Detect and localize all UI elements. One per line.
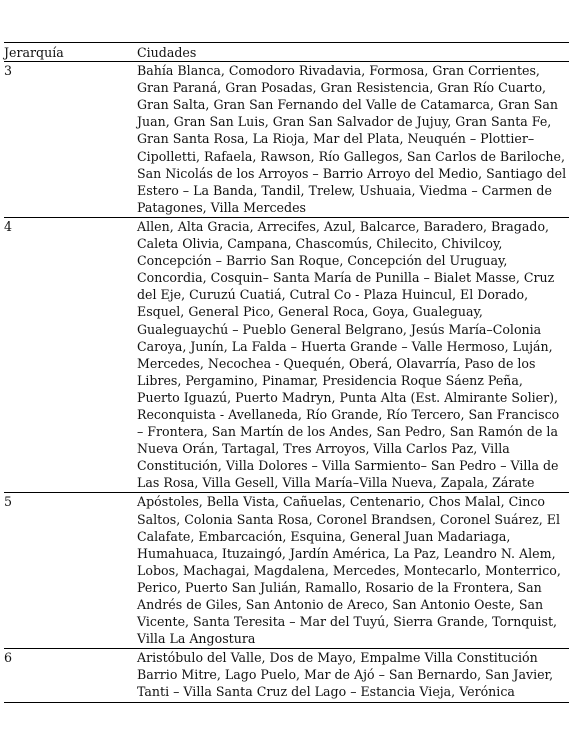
header-row [4, 43, 569, 62]
level-cell: 4 [4, 218, 13, 234]
table-row [4, 493, 569, 649]
table-row [4, 217, 569, 493]
table-row [4, 649, 569, 702]
table-body [4, 62, 569, 702]
level-cell: 5 [4, 494, 13, 510]
header-jerarquia: Jerarquía [4, 45, 64, 60]
level-cell: 6 [4, 650, 13, 666]
level-cell: 3 [4, 63, 13, 79]
cities-cell: Aristóbulo del Valle, Dos de Mayo, Empalme Villa Constitución Barrio Mitre, Lago Puelo, Mar de Ajó – San Bernardo, San Javier, Tanti – Villa Santa Cruz del Lago – Estancia Vieja, Verónica [137, 650, 554, 700]
header-ciudades: Ciudades [137, 45, 197, 60]
cities-cell: Apóstoles, Bella Vista, Cañuelas, Centenario, Chos Malal, Cinco Saltos, Colonia Santa Rosa, Coronel Brandsen, Coronel Suárez, El Calafate, Embarcación, Esquina, General Juan Madariaga, Humahuaca, Ituzaingó, Jardín América, La Paz, Leandro N. Alem, Lobos, Machagai, Magdalena, Mercedes, Montecarlo, Monterrico, Perico, Puerto San Julián, Ramallo, Rosario de la Frontera, San Andrés de Giles, San Antonio de Areco, San Antonio Oeste, San Vicente, Santa Teresita – Mar del Tuyú, Sierra Grande, Tornquist, Villa La Angostura [137, 494, 561, 647]
table-header [4, 43, 569, 62]
table-row [4, 62, 569, 218]
cities-cell: Allen, Alta Gracia, Arrecifes, Azul, Balcarce, Baradero, Bragado, Caleta Olivia, Campana, Chascomús, Chilecito, Chivilcoy, Concepción – Barrio San Roque, Concepción del Uruguay, Concordia, Cosquin– Santa María de Punilla – Bialet Masse, Cruz del Eje, Curuzú Cuatiá, Cutral Co - Plaza Huincul, El Dorado, Esquel, General Pico, General Roca, Goya, Gualeguay, Gualeguaychú – Pueblo General Belgrano, Jesús María–Colonia Caroya, Junín, La Falda – Huerta Grande – Valle Hermoso, Luján, Mercedes, Necochea - Quequén, Oberá, Olavarría, Paso de los Libres, Pergamino, Pinamar, Presidencia Roque Sáenz Peña, Puerto Iguazú, Puerto Madryn, Punta Alta (Est. Almirante Solier), Reconquista - Avellaneda, Río Grande, Río Tercero, San Francisco – Frontera, San Martín de los Andes, San Pedro, San Ramón de la Nueva Orán, Tartagal, Tres Arroyos, Villa Carlos Paz, Villa Constitución, Villa Dolores – Villa Sarmiento– San Pedro – Villa de Las Rosa, Villa Gesell, Villa María–Villa Nueva, Zapala, Zárate [137, 218, 560, 491]
cities-cell: Bahía Blanca, Comodoro Rivadavia, Formosa, Gran Corrientes, Gran Paraná, Gran Posadas, Gran Resistencia, Gran Río Cuarto, Gran Salta, Gran San Fernando del Valle de Catamarca, Gran San Juan, Gran San Luis, Gran San Salvador de Jujuy, Gran Santa Fe, Gran Santa Rosa, La Rioja, Mar del Plata, Neuquén – Plottier– Cipolletti, Rafaela, Rawson, Río Gallegos, San Carlos de Bariloche, San Nicolás de los Arroyos – Barrio Arroyo del Medio, Santiago del Estero – La Banda, Tandil, Trelew, Ushuaia, Viedma – Carmen de Patagones, Villa Mercedes [137, 63, 567, 215]
city-hierarchy-table [4, 42, 569, 703]
